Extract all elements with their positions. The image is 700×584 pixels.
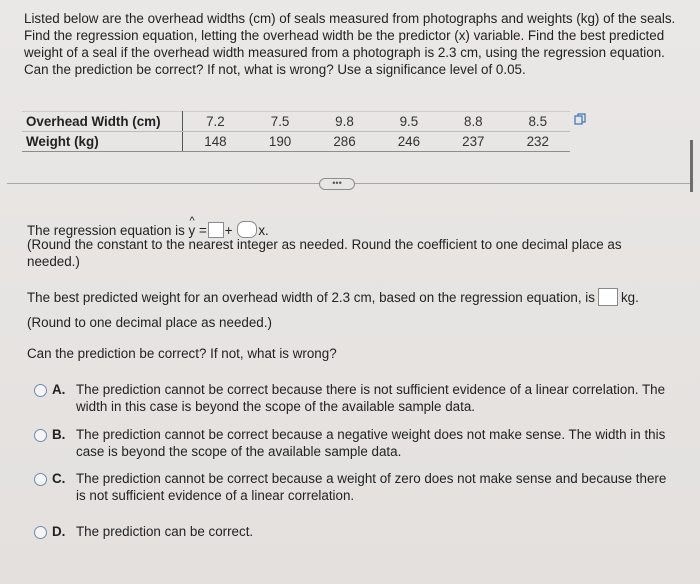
data-table bbox=[22, 111, 570, 152]
option-text: The prediction can be correct. bbox=[76, 524, 254, 539]
table-cell: 9.5 bbox=[377, 112, 441, 132]
problem-statement: Listed below are the overhead widths (cm) of seals measured from photographs and weights (kg) of the seals. Find the regression equation, letting the overhead width be the predictor (x) variable. Find the best predicted weight of a seal if the overhead width measured from a photograph is 2.3 cm, using the regression equation. Can the prediction be correct? If not, what is wrong? Use a significance level of 0.05. bbox=[24, 11, 676, 77]
option-text: The prediction cannot be correct because a weight of zero does not make sense and because there is not sufficient evidence of a linear correlation. bbox=[76, 471, 667, 503]
table-cell: 237 bbox=[441, 132, 505, 152]
radio-button[interactable] bbox=[34, 429, 47, 442]
row-header: Overhead Width (cm) bbox=[22, 112, 183, 132]
table-cell: 7.2 bbox=[183, 112, 248, 132]
table-cell: 190 bbox=[248, 132, 312, 152]
radio-button[interactable] bbox=[34, 384, 47, 397]
table-cell: 8.8 bbox=[441, 112, 505, 132]
option-letter: D. bbox=[52, 524, 66, 539]
predicted-weight-input[interactable] bbox=[598, 288, 618, 306]
plus-sign: + bbox=[224, 223, 233, 238]
table-cell: 246 bbox=[377, 132, 441, 152]
question-text: Can the prediction be correct? If not, what is wrong? bbox=[27, 346, 337, 361]
scrollbar[interactable] bbox=[690, 140, 693, 192]
table-cell: 286 bbox=[312, 132, 376, 152]
copy-icon[interactable] bbox=[574, 113, 586, 125]
row-header: Weight (kg) bbox=[22, 132, 183, 152]
radio-button[interactable] bbox=[34, 473, 47, 486]
table-cell: 9.8 bbox=[312, 112, 376, 132]
table-cell: 7.5 bbox=[248, 112, 312, 132]
expand-more-button[interactable]: ••• bbox=[319, 178, 355, 190]
regression-prefix: The regression equation is bbox=[27, 223, 189, 238]
table-row bbox=[22, 132, 570, 152]
option-c[interactable] bbox=[34, 470, 674, 504]
predicted-note: (Round to one decimal place as needed.) bbox=[27, 315, 272, 330]
predicted-weight-text: The best predicted weight for an overhead width of 2.3 cm, based on the regression equation, is bbox=[27, 290, 595, 305]
option-b[interactable] bbox=[34, 426, 674, 460]
option-a[interactable] bbox=[34, 381, 674, 415]
table-cell: 8.5 bbox=[506, 112, 570, 132]
option-letter: C. bbox=[52, 471, 66, 486]
radio-button[interactable] bbox=[34, 526, 47, 539]
table-cell: 232 bbox=[506, 132, 570, 152]
table-row bbox=[22, 112, 570, 132]
x-variable: x. bbox=[258, 223, 269, 238]
regression-note: (Round the constant to the nearest integer as needed. Round the coefficient to one decimal place as needed.) bbox=[27, 237, 622, 269]
equals-sign: = bbox=[195, 223, 207, 238]
unit-label: kg. bbox=[620, 290, 639, 305]
option-letter: A. bbox=[52, 382, 66, 397]
y-hat-symbol: ^ y bbox=[189, 222, 196, 239]
predicted-weight-line bbox=[27, 288, 677, 306]
option-text: The prediction cannot be correct because a negative weight does not make sense. The width in this case is beyond the scope of the available sample data. bbox=[76, 427, 666, 459]
option-d[interactable] bbox=[34, 523, 674, 540]
option-text: The prediction cannot be correct because there is not sufficient evidence of a linear correlation. The width in this case is beyond the scope of the available sample data. bbox=[76, 382, 666, 414]
option-letter: B. bbox=[52, 427, 66, 442]
table-cell: 148 bbox=[183, 132, 248, 152]
